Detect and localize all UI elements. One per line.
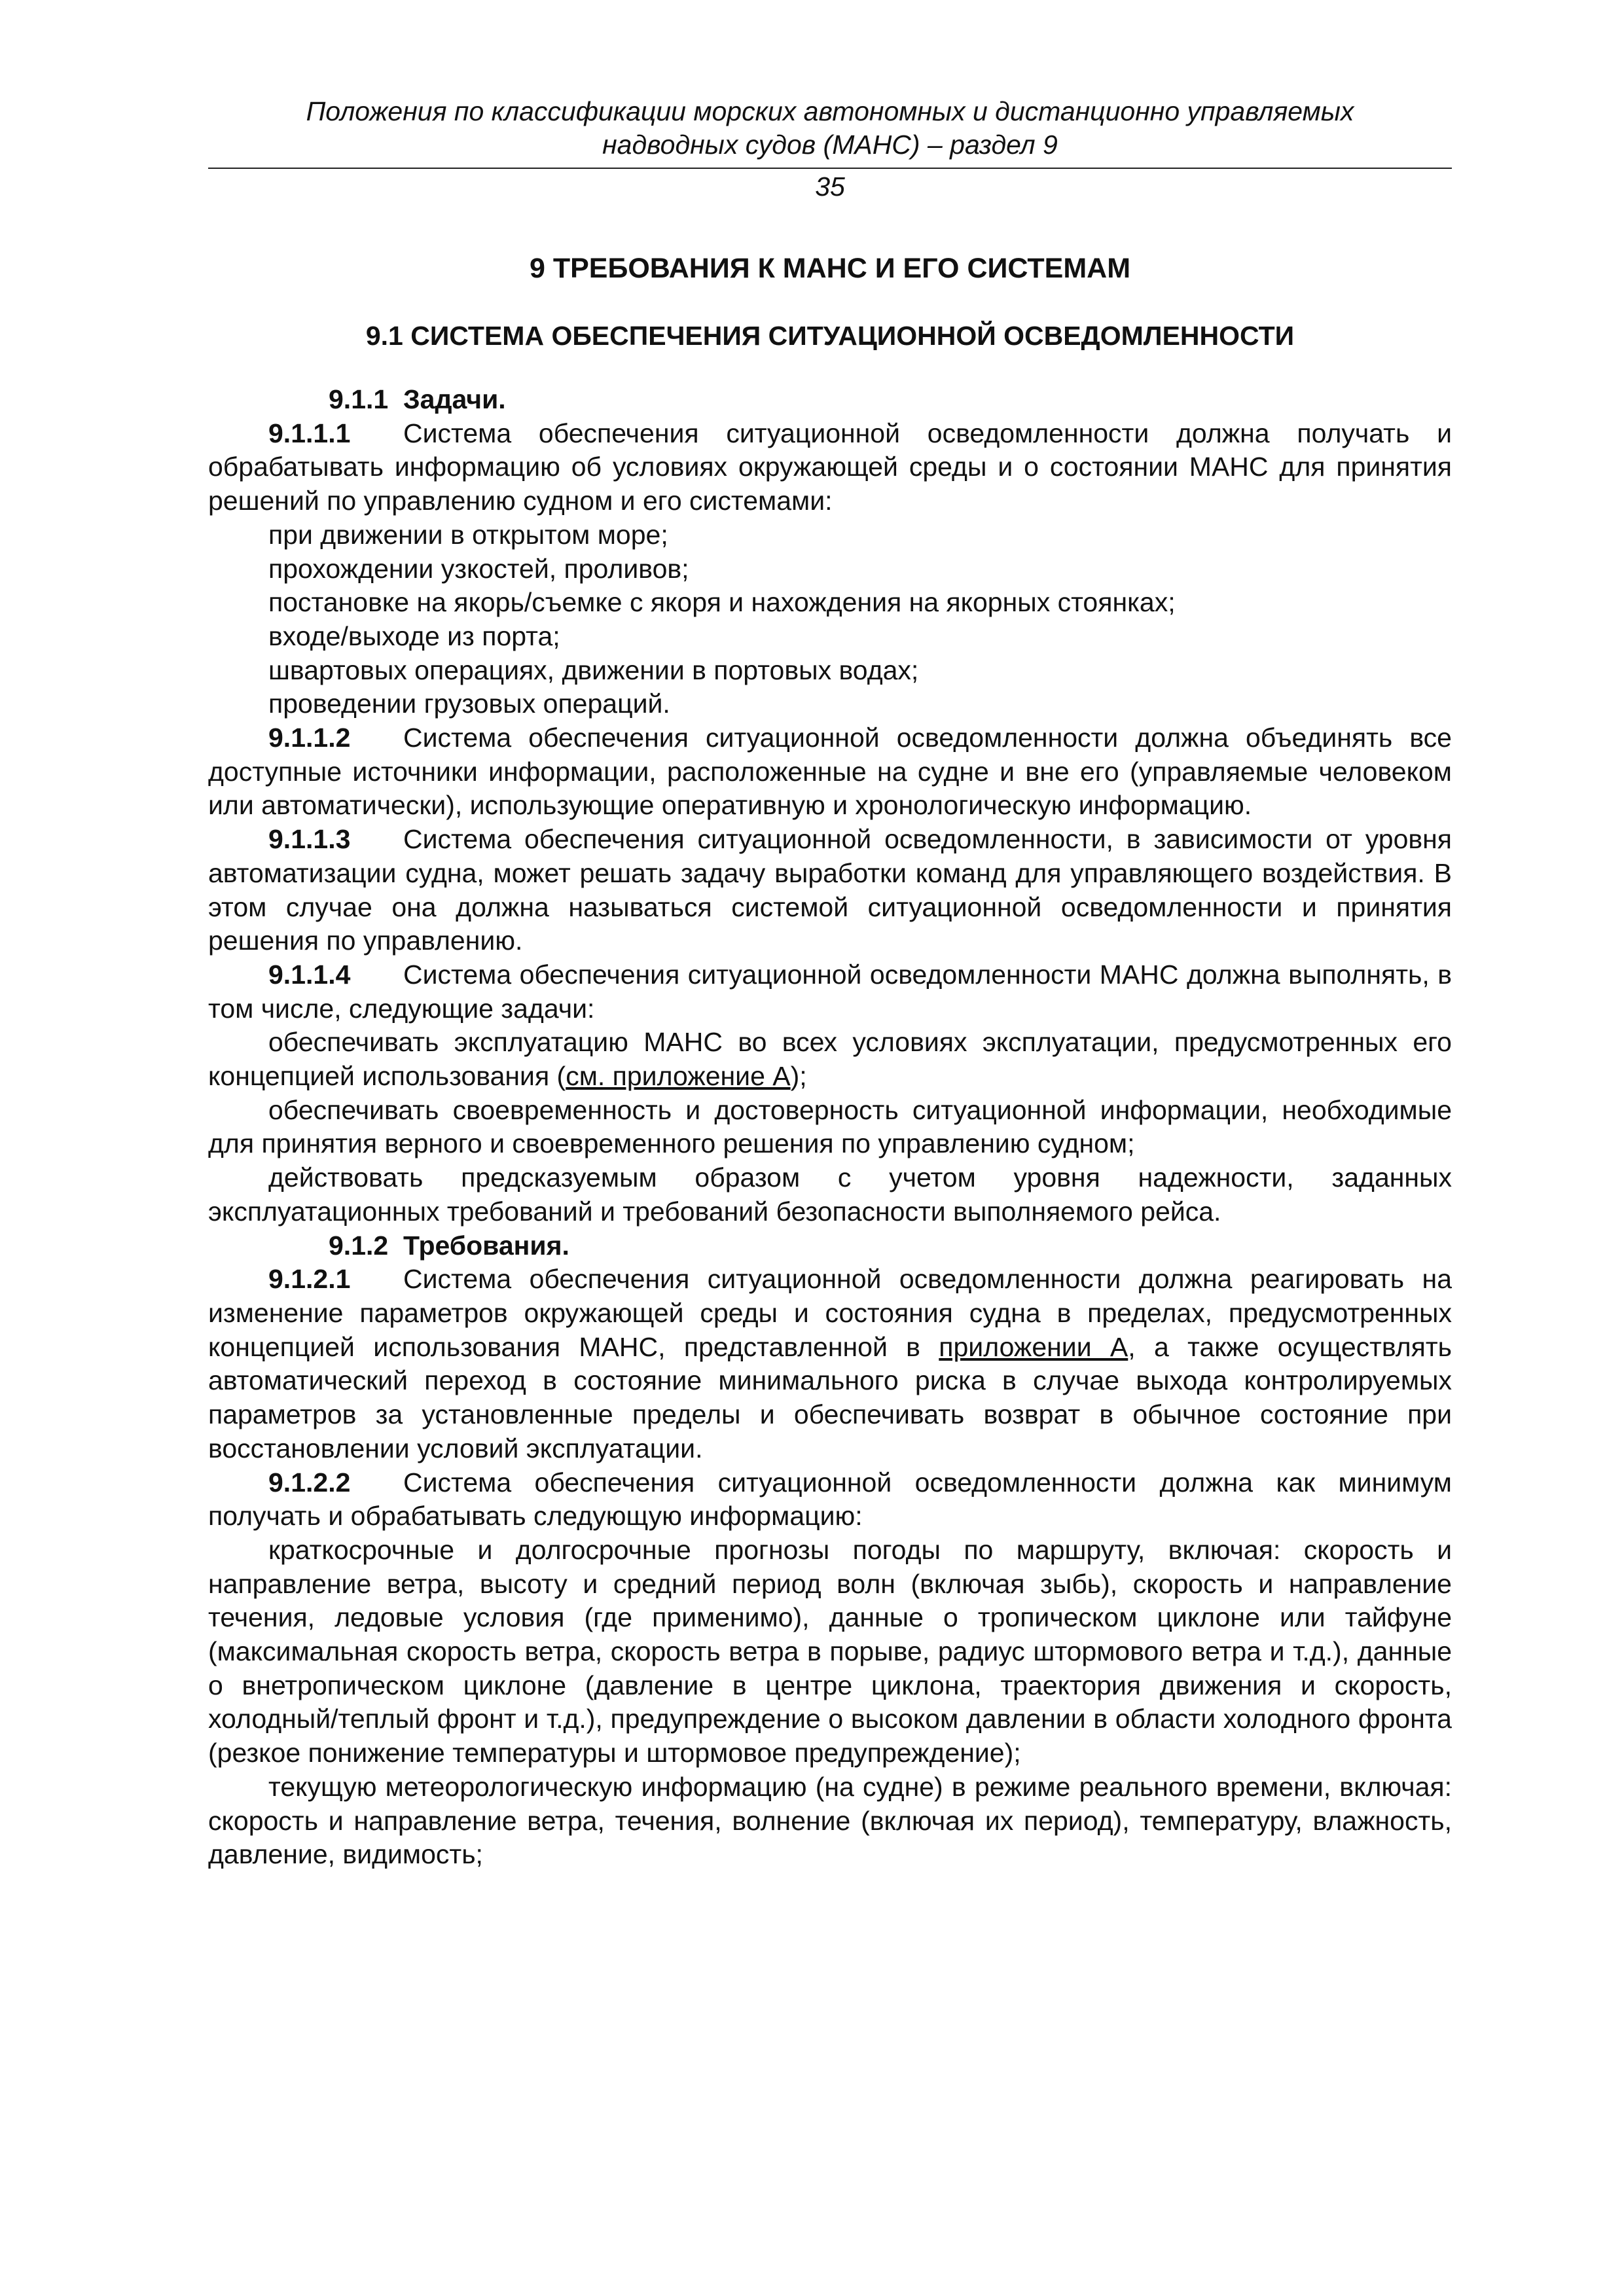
paragraph-9-1-1-1 <box>208 417 1452 518</box>
paragraph-9-1-2-2 <box>208 1466 1452 1534</box>
document-body <box>208 383 1452 1872</box>
paragraph-number: 9.1.2.2 <box>268 1467 351 1498</box>
running-header <box>208 95 1452 162</box>
list-item-text: обеспечивать эксплуатацию МАНС во всех условиях эксплуатации, предусмотренных его концепцией использования ( <box>208 1027 1452 1092</box>
paragraph-number: 9.1.1.2 <box>268 723 351 753</box>
paragraph-text: Система обеспечения ситуационной осведомленности должна как минимум получать и обрабатывать следующую информацию: <box>208 1467 1452 1532</box>
paragraph-number: 9.1.1.3 <box>268 824 351 855</box>
list-item: текущую метеорологическую информацию (на судне) в режиме реального времени, включая: скорость и направление ветра, течения, волнение (включая их период), температуру, влажность, давление, видимость; <box>208 1771 1452 1870</box>
paragraph-text: Система обеспечения ситуационной осведомленности должна реагировать на изменение параметров окружающей среды и состояния судна в пределах, предусмотренных концепцией использования МАНС, представленной в <box>208 1264 1452 1362</box>
header-line-1: Положения по классификации морских автономных и дистанционно управляемых <box>306 96 1354 126</box>
paragraph-number: 9.1.2.1 <box>268 1264 351 1295</box>
list-item: при движении в открытом море; <box>268 519 668 550</box>
paragraph-9-1-1-2 <box>208 721 1452 823</box>
paragraph-number: 9.1.1.1 <box>268 418 351 448</box>
paragraph-text: Система обеспечения ситуационной осведомленности должна объединять все доступные источники информации, расположенные на судне и вне его (управляемые человеком или автоматически), использующие оперативную и хронологическую информацию. <box>208 723 1452 821</box>
appendix-a-link[interactable]: приложении А <box>939 1331 1128 1362</box>
heading-9-1-1 <box>208 383 1452 417</box>
section-title: 9 ТРЕБОВАНИЯ К МАНС И ЕГО СИСТЕМАМ <box>529 253 1131 284</box>
paragraph-text-continued: , а также осуществлять автоматический переход в состояние минимального риска в случае выхода контролируемых параметров за установленные пределы и обеспечивать возврат в обычное состояние при восстановлении условий эксплуатации. <box>208 1331 1453 1463</box>
heading-number: 9.1.1 <box>329 384 389 414</box>
paragraph-9-1-2-1 <box>208 1263 1452 1465</box>
paragraph-number: 9.1.1.4 <box>268 959 351 990</box>
heading-text: Задачи. <box>403 384 506 414</box>
list-item: проведении грузовых операций. <box>268 689 670 719</box>
list-item: действовать предсказуемым образом с учетом уровня надежности, заданных эксплуатационных требований и требований безопасности выполняемого рейса. <box>208 1162 1452 1227</box>
paragraph-text: Система обеспечения ситуационной осведомленности, в зависимости от уровня автоматизации судна, может решать задачу выработки команд для управляющего воздействия. В этом случае она должна называться системой ситуационной осведомленности и принятия решения по управлению. <box>208 824 1452 956</box>
appendix-a-link[interactable]: см. приложение А <box>566 1061 791 1092</box>
header-line-2: надводных судов (МАНС) – раздел 9 <box>602 130 1058 160</box>
page-number: 35 <box>815 171 845 202</box>
list-item: обеспечивать своевременность и достоверность ситуационной информации, необходимые для принятия верного и своевременного решения по управлению судном; <box>208 1094 1452 1159</box>
list-item: швартовых операциях, движении в портовых водах; <box>268 655 919 685</box>
heading-number: 9.1.2 <box>329 1230 389 1261</box>
paragraph-text: Система обеспечения ситуационной осведомленности МАНС должна выполнять, в том числе, следующие задачи: <box>208 959 1452 1024</box>
subsection-title: 9.1 СИСТЕМА ОБЕСПЕЧЕНИЯ СИТУАЦИОННОЙ ОСВЕДОМЛЕННОСТИ <box>365 321 1295 351</box>
heading-text: Требования. <box>403 1230 569 1261</box>
list-item <box>208 1026 1452 1093</box>
list-item: входе/выходе из порта; <box>268 620 560 651</box>
paragraph-9-1-1-4 <box>208 958 1452 1026</box>
list-item: прохождении узкостей, проливов; <box>268 553 689 584</box>
header-divider <box>208 168 1452 169</box>
paragraph-9-1-1-3 <box>208 823 1452 958</box>
list-item-end: ); <box>790 1061 807 1092</box>
paragraph-text: Система обеспечения ситуационной осведомленности должна получать и обрабатывать информацию об условиях окружающей среды и о состоянии МАНС для принятия решений по управлению судном и его системами: <box>208 418 1452 516</box>
heading-9-1-2 <box>208 1229 1452 1263</box>
list-item: постановке на якорь/съемке с якоря и нахождения на якорных стоянках; <box>268 587 1176 618</box>
list-item: краткосрочные и долгосрочные прогнозы погоды по маршруту, включая: скорость и направление ветра, высоту и средний период волн (включая зыбь), скорость и направление течения, ледовые условия (где применимо), данные о тропическом циклоне или тайфуне (максимальная скорость ветра, скорость ветра в порыве, радиус штормового ветра и т.д.), данные о внетропическом циклоне (давление в центре циклона, траектория движения и скорость, холодный/теплый фронт и т.д.), предупреждение о высоком давлении в области холодного фронта (резкое понижение температуры и штормовое предупреждение); <box>208 1534 1452 1768</box>
